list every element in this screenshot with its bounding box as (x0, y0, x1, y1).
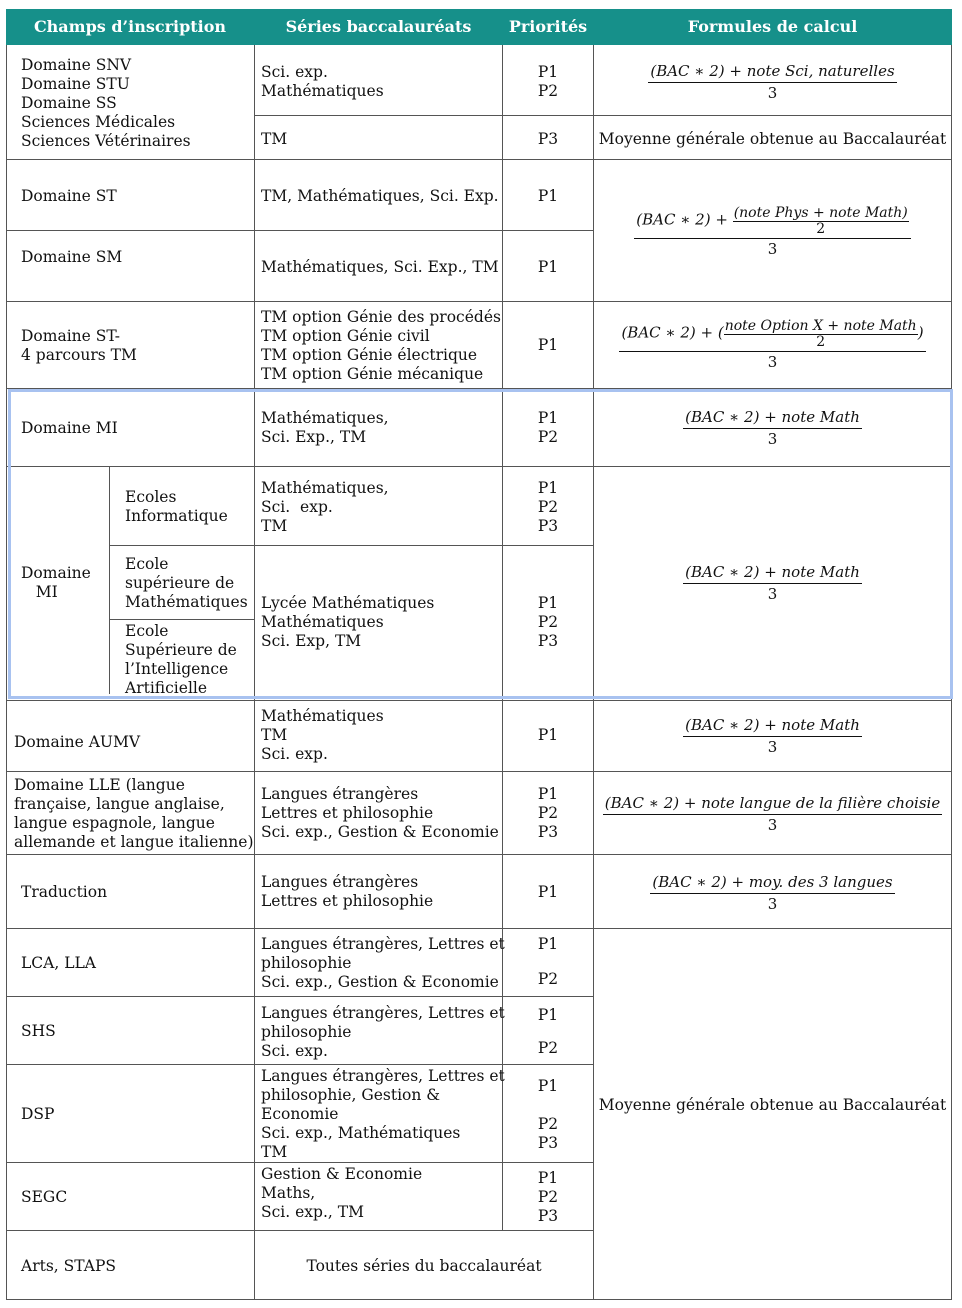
cell-priority: P1 P2 P3 (537, 785, 559, 841)
formula-denominator: 3 (767, 240, 778, 258)
cell-field: Arts, STAPS (21, 1257, 116, 1275)
cell-field: Domaine ST (21, 187, 117, 205)
cell-priority: P1 (537, 726, 559, 744)
grid-line (6, 301, 952, 302)
inner-fraction: $\frac{\text{note Option X + note Math}}{2}$ (724, 318, 917, 350)
formula-numerator: (BAC ∗ 2) + moy. des 3 langues (650, 873, 894, 894)
grid-line (6, 159, 952, 160)
cell-priority: P1 (537, 258, 559, 276)
cell-field: SEGC (21, 1188, 68, 1206)
cell-field: Domaine MI (21, 564, 91, 601)
cell-field: Domaine AUMV (14, 733, 141, 751)
formula-cell (594, 873, 951, 914)
cell-series: Langues étrangères Lettres et philosophie Sci. exp., Gestion & Economie (261, 785, 499, 841)
cell-field: DSP (21, 1105, 55, 1123)
formula-numerator: (BAC ∗ 2) + note Math (683, 408, 862, 429)
cell-series: Toutes séries du baccalauréat (306, 1257, 542, 1275)
formula-numerator: (BAC ∗ 2) + $\frac{\text{(note Phys + note Math)}}{2}$ (634, 205, 910, 239)
cell-school: Ecole Supérieure de l’Intelligence Artificielle (125, 622, 237, 697)
header-formules: Formules de calcul (687, 17, 858, 36)
cell-series: TM option Génie des procédés TM option Génie civil TM option Génie électrique TM option Génie mécanique (261, 308, 501, 383)
grid-line (6, 1299, 952, 1300)
formula-cell (594, 318, 951, 372)
cell-priority: P1 P2 P3 (537, 479, 559, 535)
grid-line (6, 996, 594, 997)
cell-series: TM, Mathématiques, Sci. Exp. (261, 187, 499, 205)
highlight-box (8, 389, 953, 699)
grid-line (6, 1162, 594, 1163)
cell-priority: P1 P2 (537, 409, 559, 446)
formula-text: Moyenne générale obtenue au Baccalauréat (598, 1096, 947, 1114)
cell-series: Sci. exp. Mathématiques (261, 63, 384, 100)
cell-field: Traduction (21, 883, 108, 901)
formula-cell (594, 794, 951, 835)
cell-series: Mathématiques, Sci. exp. TM (261, 479, 389, 535)
grid-line (254, 115, 952, 116)
cell-priority: P1 (537, 187, 559, 205)
formula-denominator: 3 (767, 816, 778, 834)
grid-line (6, 230, 594, 231)
cell-school: Ecole supérieure de Mathématiques (125, 555, 248, 611)
cell-priority: P2 (537, 1039, 559, 1057)
header-champs: Champs d’inscription (33, 17, 227, 36)
formula-denominator: 3 (767, 84, 778, 102)
inner-fraction: $\frac{\text{(note Phys + note Math)}}{2}$ (733, 205, 908, 237)
formula-numerator: (BAC ∗ 2) + ( $\frac{\text{note Option X + note Math}}{2}$ ) (621, 318, 924, 350)
cell-priority: P1 P2 P3 (537, 1169, 559, 1225)
cell-series: Langues étrangères, Lettres et philosophie Sci. exp. (261, 1004, 505, 1060)
formula-numerator: (BAC ∗ 2) + note Math (683, 563, 862, 584)
grid-line (6, 854, 952, 855)
grid-line (6, 1230, 594, 1231)
cell-series: Mathématiques TM Sci. exp. (261, 707, 384, 763)
formula-denominator: 3 (767, 430, 778, 448)
formula-cell (594, 62, 951, 103)
cell-priority: P3 (537, 130, 559, 148)
formula-cell (594, 205, 951, 259)
cell-series: Lycée Mathématiques Mathématiques Sci. Exp, TM (261, 594, 435, 650)
cell-field: SHS (21, 1022, 56, 1040)
cell-priority: P1 P2 P3 (537, 594, 559, 650)
cell-priority: P1 P2 (537, 63, 559, 100)
cell-series: TM (261, 130, 288, 148)
cell-series: Langues étrangères Lettres et philosophie (261, 873, 434, 910)
grid-line (6, 1064, 594, 1065)
formula-denominator: 3 (767, 895, 778, 913)
cell-series: Gestion & Economie Maths, Sci. exp., TM (261, 1165, 423, 1221)
grid-line (6, 928, 952, 929)
cell-field: Domaine ST- 4 parcours TM (21, 327, 137, 364)
cell-series: Langues étrangères, Lettres et philosophie Sci. exp., Gestion & Economie (261, 935, 505, 991)
cell-priority: P1 (537, 1077, 559, 1095)
cell-priority: P2 P3 (537, 1115, 559, 1152)
cell-school: Ecoles Informatique (125, 488, 228, 525)
cell-field: LCA, LLA (21, 954, 96, 972)
formula-denominator: 3 (767, 353, 778, 371)
formula-text: Moyenne générale obtenue au Baccalauréat (598, 130, 947, 148)
header-series: Séries baccalauréats (285, 17, 472, 36)
formula-cell (594, 716, 951, 757)
cell-priority: P1 (537, 1006, 559, 1024)
formula-denominator: 3 (767, 738, 778, 756)
cell-priority: P1 (537, 336, 559, 354)
formula-numerator: (BAC ∗ 2) + note Sci, naturelles (648, 62, 896, 83)
cell-series: Mathématiques, Sci. Exp., TM (261, 258, 499, 276)
cell-field: Domaine LLE (langue française, langue anglaise, langue espagnole, langue allemande et langue italienne) (14, 776, 254, 851)
cell-field: Domaine SM (21, 248, 123, 266)
formula-numerator: (BAC ∗ 2) + note Math (683, 716, 862, 737)
formula-denominator: 3 (767, 585, 778, 603)
grid-line (6, 45, 7, 1300)
grid-line (6, 771, 952, 772)
cell-series: Mathématiques, Sci. Exp., TM (261, 409, 389, 446)
grid-line (6, 700, 952, 701)
cell-series: Langues étrangères, Lettres et philosophie, Gestion & Economie Sci. exp., Mathématiques TM (261, 1067, 505, 1161)
cell-field: Domaine SNV Domaine STU Domaine SS Sciences Médicales Sciences Vétérinaires (21, 56, 191, 150)
cell-priority: P1 (537, 935, 559, 953)
cell-field: Domaine MI (21, 419, 118, 437)
formula-numerator: (BAC ∗ 2) + note langue de la filière choisie (603, 794, 942, 815)
cell-priority: P1 (537, 883, 559, 901)
header-priorites: Priorités (508, 17, 588, 36)
cell-priority: P2 (537, 970, 559, 988)
